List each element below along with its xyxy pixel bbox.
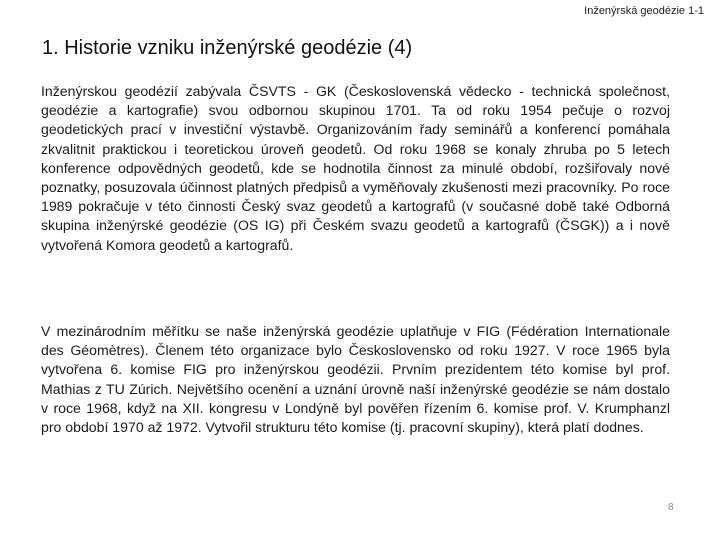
- body-paragraph-2: V mezinárodním měřítku se naše inženýrská geodézie uplatňuje v FIG (Fédération Internationale des Géomètres). Členem této organizace bylo Československo od roku 1927. V roce 1965 byla vytvořena 6. komise FIG pro inženýrskou geodézii. Prvním prezidentem této komise byl prof. Mathias z TU Zúrich. Největšího ocenění a uznání úrovně naší inženýrské geodézie se nám dostalo v roce 1968, když na XII. kongresu v Londýně byl pověřen řízením 6. komise prof. V. Krumphanzl pro období 1970 až 1972. Vytvořil strukturu této komise (tj. pracovní skupiny), která platí dodnes.: [41, 323, 670, 436]
- header-label: Inženýrská geodézie 1-1: [584, 5, 704, 17]
- body-paragraph-1: Inženýrskou geodézií zabývala ČSVTS - GK (Československá vědecko - technická společnost, geodézie a kartografie) svou odbornou skupinou 1701. Ta od roku 1954 pečuje o rozvoj geodetických prací v investiční výstavbě. Organizováním řady seminářů a konferencí pomáhala zkvalitnit praktickou i teoretickou úroveň geodetů. Od roku 1968 se konaly zhruba po 5 letech konference odpovědných geodetů, kde se hodnotila činnost za minulé období, rozšiřovaly nové poznatky, posuzovala účinnost platných předpisů a vyměňovaly zkušenosti mezi pracovníky. Po roce 1989 pokračuje v této činnosti Český svaz geodetů a kartografů (v současné době také Odborná skupina inženýrské geodézie (OS IG) při Českém svazu geodetů a kartografů (ČSGK)) a i nově vytvořená Komora geodetů a kartografů.: [41, 83, 670, 253]
- slide-title: 1. Historie vzniku inženýrské geodézie (4): [42, 37, 413, 59]
- page-number: 8: [668, 502, 674, 513]
